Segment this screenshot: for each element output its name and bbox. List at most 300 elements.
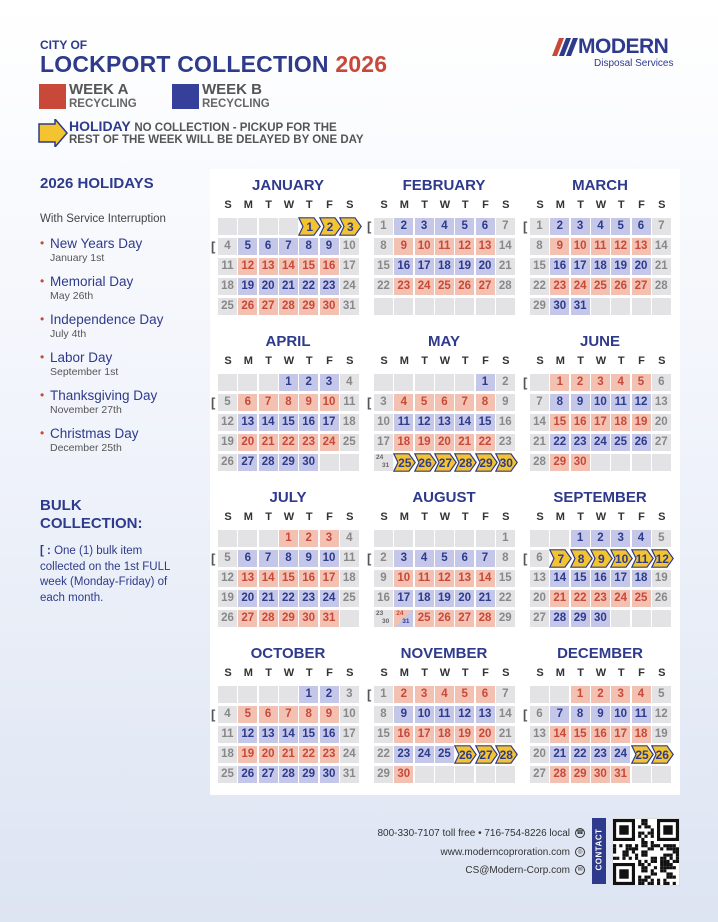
week-b-day-cell[interactable]: 27 [238,454,257,471]
week-a-day-cell[interactable]: 19 [632,414,651,431]
day-cell[interactable]: 27 [530,610,549,627]
day-cell[interactable]: 31 [340,298,359,315]
week-a-day-cell[interactable]: 2 [299,530,318,547]
week-b-day-cell[interactable]: 22 [571,746,590,763]
week-b-day-cell[interactable]: 2 [591,530,610,547]
week-a-day-cell[interactable]: 25 [415,610,434,627]
day-cell[interactable]: 15 [374,726,393,743]
week-b-day-cell[interactable]: 13 [238,414,257,431]
week-a-day-cell[interactable]: 19 [238,746,257,763]
day-cell[interactable]: 4 [218,238,237,255]
week-a-day-cell[interactable]: 26 [238,298,257,315]
week-b-day-cell[interactable]: 23 [394,746,413,763]
week-a-day-cell[interactable]: 20 [476,726,495,743]
week-b-day-cell[interactable]: 5 [611,218,630,235]
week-a-day-cell[interactable]: 13 [476,238,495,255]
week-a-day-cell[interactable]: 12 [238,258,257,275]
week-b-day-cell[interactable]: 30 [550,298,569,315]
week-a-day-cell[interactable]: 21 [455,434,474,451]
day-cell[interactable]: 3 [340,686,359,703]
week-a-day-cell[interactable]: 1 [279,530,298,547]
week-a-day-cell[interactable]: 6 [238,394,257,411]
week-a-day-cell[interactable]: 17 [415,726,434,743]
week-b-day-cell[interactable]: 4 [632,530,651,547]
day-cell[interactable]: 21 [496,258,515,275]
week-a-day-cell[interactable]: 2 [591,686,610,703]
week-a-day-cell[interactable]: 18 [435,726,454,743]
week-a-day-cell[interactable]: 30 [394,766,413,783]
week-b-day-cell[interactable]: 24 [320,590,339,607]
week-b-day-cell[interactable]: 13 [476,706,495,723]
week-b-day-cell[interactable]: 15 [476,414,495,431]
week-b-day-cell[interactable]: 12 [455,706,474,723]
week-a-day-cell[interactable]: 28 [279,298,298,315]
day-cell[interactable]: 14 [530,414,549,431]
day-cell[interactable]: 5 [652,686,671,703]
week-a-day-cell[interactable]: 9 [550,238,569,255]
week-b-day-cell[interactable]: 19 [238,278,257,295]
week-b-day-cell[interactable]: 14 [550,570,569,587]
day-cell[interactable]: 18 [340,570,359,587]
week-a-day-cell[interactable]: 28 [476,610,495,627]
week-a-day-cell[interactable]: 20 [238,434,257,451]
website-text[interactable]: www.moderncoproration.com [440,847,570,858]
week-b-day-cell[interactable]: 28 [550,610,569,627]
week-a-day-cell[interactable]: 18 [611,414,630,431]
week-a-day-cell[interactable]: 4 [611,374,630,391]
day-cell[interactable]: 6 [530,550,549,567]
week-b-day-cell[interactable]: 7 [259,550,278,567]
day-cell[interactable]: 19 [218,590,237,607]
week-a-day-cell[interactable]: 14 [550,726,569,743]
day-cell[interactable]: 21 [496,726,515,743]
week-b-day-cell[interactable]: 4 [591,218,610,235]
week-b-day-cell[interactable]: 3 [415,218,434,235]
day-cell[interactable]: 26 [652,590,671,607]
holiday-day-cell[interactable] [339,217,362,236]
week-b-day-cell[interactable]: 17 [320,414,339,431]
day-cell[interactable]: 3 [374,394,393,411]
week-b-day-cell[interactable]: 2 [550,218,569,235]
day-cell[interactable]: 10 [374,414,393,431]
contact-website[interactable] [441,847,586,858]
week-a-day-cell[interactable]: 30 [571,454,590,471]
week-b-day-cell[interactable]: 29 [299,766,318,783]
week-b-day-cell[interactable]: 13 [259,726,278,743]
week-a-day-cell[interactable]: 29 [279,610,298,627]
week-b-day-cell[interactable]: 18 [591,258,610,275]
day-cell[interactable]: 22 [530,278,549,295]
week-b-day-cell[interactable]: 28 [279,766,298,783]
week-a-day-cell[interactable]: 27 [238,610,257,627]
week-b-day-cell[interactable]: 8 [279,550,298,567]
day-cell[interactable]: 1 [374,218,393,235]
week-b-day-cell[interactable]: 18 [435,258,454,275]
week-b-day-cell[interactable]: 7 [279,238,298,255]
week-a-day-cell[interactable]: 23 [299,434,318,451]
week-b-day-cell[interactable]: 26 [238,766,257,783]
day-cell[interactable]: 16 [374,590,393,607]
week-b-day-cell[interactable]: 6 [455,550,474,567]
day-cell[interactable]: 13 [530,726,549,743]
day-cell[interactable]: 7 [496,686,515,703]
day-cell[interactable]: 1 [496,530,515,547]
week-b-day-cell[interactable]: 2 [299,374,318,391]
week-b-day-cell[interactable]: 9 [299,550,318,567]
week-b-day-cell[interactable]: 6 [238,550,257,567]
week-b-day-cell[interactable]: 13 [435,414,454,431]
day-cell[interactable]: 20 [530,746,549,763]
week-a-day-cell[interactable]: 26 [455,278,474,295]
week-a-day-cell[interactable]: 28 [259,610,278,627]
week-a-day-cell[interactable]: 8 [299,706,318,723]
week-a-day-cell[interactable]: 7 [259,394,278,411]
week-a-day-cell[interactable]: 30 [591,766,610,783]
week-b-day-cell[interactable]: 23 [591,746,610,763]
week-b-day-cell[interactable]: 5 [238,238,257,255]
week-a-day-cell[interactable]: 5 [632,374,651,391]
day-cell[interactable]: 10 [340,706,359,723]
week-a-day-cell[interactable]: 11 [591,238,610,255]
week-b-day-cell[interactable]: 23 [299,590,318,607]
day-cell[interactable]: 5 [218,550,237,567]
day-cell[interactable]: 10 [340,238,359,255]
day-cell[interactable]: 21 [530,434,549,451]
week-a-day-cell[interactable]: 6 [259,706,278,723]
week-a-day-cell[interactable]: 24 [611,590,630,607]
week-b-day-cell[interactable]: 30 [591,610,610,627]
day-cell[interactable]: 28 [496,278,515,295]
week-a-day-cell[interactable]: 19 [455,726,474,743]
day-cell[interactable]: 22 [496,590,515,607]
week-b-day-cell[interactable]: 27 [259,766,278,783]
week-b-day-cell[interactable]: 9 [394,706,413,723]
week-a-day-cell[interactable]: 24 [320,434,339,451]
week-b-day-cell[interactable]: 15 [571,570,590,587]
week-a-day-cell[interactable]: 13 [259,258,278,275]
day-cell[interactable]: 25 [340,590,359,607]
week-b-day-cell[interactable]: 25 [611,434,630,451]
week-b-day-cell[interactable]: 15 [299,726,318,743]
day-cell[interactable]: 31 [340,766,359,783]
week-a-day-cell[interactable]: 2 [571,374,590,391]
day-cell[interactable]: 8 [530,238,549,255]
day-cell[interactable]: 4 [340,530,359,547]
week-b-day-cell[interactable]: 21 [279,278,298,295]
day-cell[interactable]: 24 [340,746,359,763]
qr-code-icon[interactable] [612,818,680,886]
week-b-day-cell[interactable]: 18 [415,590,434,607]
week-a-day-cell[interactable]: 25 [435,278,454,295]
week-a-day-cell[interactable]: 22 [571,590,590,607]
week-a-day-cell[interactable]: 9 [299,394,318,411]
week-a-day-cell[interactable]: 31 [611,766,630,783]
week-a-day-cell[interactable]: 16 [571,414,590,431]
day-cell[interactable]: 25 [218,766,237,783]
week-b-day-cell[interactable]: 16 [299,414,318,431]
week-b-day-cell[interactable]: 11 [435,706,454,723]
week-a-day-cell[interactable]: 10 [394,570,413,587]
week-a-day-cell[interactable]: 3 [415,686,434,703]
week-a-day-cell[interactable]: 10 [571,238,590,255]
day-cell[interactable]: 15 [496,570,515,587]
week-a-day-cell[interactable]: 15 [571,726,590,743]
week-b-day-cell[interactable]: 10 [415,706,434,723]
week-b-day-cell[interactable]: 26 [632,434,651,451]
week-a-day-cell[interactable]: 23 [591,590,610,607]
week-b-day-cell[interactable]: 3 [320,374,339,391]
week-a-day-cell[interactable]: 13 [238,570,257,587]
week-a-day-cell[interactable]: 14 [279,258,298,275]
week-a-day-cell[interactable]: 15 [550,414,569,431]
week-b-day-cell[interactable]: 16 [550,258,569,275]
week-a-day-cell[interactable]: 13 [632,238,651,255]
day-cell[interactable]: 21 [652,258,671,275]
week-b-day-cell[interactable]: 14 [455,414,474,431]
day-cell[interactable]: 29 [530,298,549,315]
week-a-day-cell[interactable]: 15 [299,258,318,275]
week-b-day-cell[interactable]: 6 [632,218,651,235]
week-a-day-cell[interactable]: 5 [455,686,474,703]
week-a-day-cell[interactable]: 27 [455,610,474,627]
day-cell[interactable]: 8 [374,238,393,255]
day-cell[interactable]: 7 [496,218,515,235]
week-a-day-cell[interactable]: 10 [415,238,434,255]
day-cell[interactable]: 7 [652,218,671,235]
week-b-day-cell[interactable]: 8 [299,238,318,255]
day-cell[interactable]: 18 [218,278,237,295]
week-a-day-cell[interactable]: 27 [632,278,651,295]
day-cell[interactable]: 13 [652,394,671,411]
split-day-cell[interactable] [374,454,393,471]
week-a-day-cell[interactable]: 23 [550,278,569,295]
week-b-day-cell[interactable]: 17 [571,258,590,275]
week-a-day-cell[interactable]: 20 [259,746,278,763]
week-b-day-cell[interactable]: 30 [320,766,339,783]
week-b-day-cell[interactable]: 21 [259,590,278,607]
week-a-day-cell[interactable]: 4 [632,686,651,703]
week-b-day-cell[interactable]: 1 [476,374,495,391]
day-cell[interactable]: 29 [374,766,393,783]
week-a-day-cell[interactable]: 23 [394,278,413,295]
week-b-day-cell[interactable]: 22 [550,434,569,451]
week-a-day-cell[interactable]: 22 [299,746,318,763]
week-a-day-cell[interactable]: 27 [476,278,495,295]
week-a-day-cell[interactable]: 17 [320,570,339,587]
day-cell[interactable]: 14 [496,238,515,255]
day-cell[interactable]: 14 [652,238,671,255]
week-a-day-cell[interactable]: 12 [611,238,630,255]
week-a-day-cell[interactable]: 10 [320,394,339,411]
week-a-day-cell[interactable]: 16 [299,570,318,587]
week-b-day-cell[interactable]: 10 [320,550,339,567]
week-a-day-cell[interactable]: 4 [394,394,413,411]
week-a-day-cell[interactable]: 29 [571,766,590,783]
day-cell[interactable]: 11 [340,394,359,411]
week-b-day-cell[interactable]: 1 [299,686,318,703]
week-b-day-cell[interactable]: 24 [611,746,630,763]
week-b-day-cell[interactable]: 12 [238,726,257,743]
week-a-day-cell[interactable]: 3 [320,530,339,547]
week-b-day-cell[interactable]: 4 [435,218,454,235]
day-cell[interactable]: 18 [340,414,359,431]
week-b-day-cell[interactable]: 2 [320,686,339,703]
week-a-day-cell[interactable]: 9 [394,238,413,255]
week-a-day-cell[interactable]: 16 [591,726,610,743]
week-b-day-cell[interactable]: 14 [259,414,278,431]
week-a-day-cell[interactable]: 18 [632,726,651,743]
week-b-day-cell[interactable]: 17 [415,258,434,275]
week-a-day-cell[interactable]: 17 [591,414,610,431]
week-a-day-cell[interactable]: 29 [299,298,318,315]
week-b-day-cell[interactable]: 19 [455,258,474,275]
day-cell[interactable]: 26 [218,610,237,627]
week-a-day-cell[interactable]: 4 [435,686,454,703]
day-cell[interactable]: 25 [340,434,359,451]
week-b-day-cell[interactable]: 20 [259,278,278,295]
week-b-day-cell[interactable]: 22 [299,278,318,295]
day-cell[interactable]: 1 [530,218,549,235]
week-a-day-cell[interactable]: 26 [435,610,454,627]
day-cell[interactable]: 9 [374,570,393,587]
week-b-day-cell[interactable]: 5 [455,218,474,235]
week-b-day-cell[interactable]: 24 [415,746,434,763]
day-cell[interactable]: 17 [374,434,393,451]
day-cell[interactable]: 28 [652,278,671,295]
week-b-day-cell[interactable]: 12 [632,394,651,411]
day-cell[interactable]: 18 [218,746,237,763]
day-cell[interactable]: 2 [374,550,393,567]
week-b-day-cell[interactable]: 1 [279,374,298,391]
week-a-day-cell[interactable]: 21 [279,746,298,763]
week-a-day-cell[interactable]: 5 [238,706,257,723]
day-cell[interactable]: 4 [218,706,237,723]
day-cell[interactable]: 12 [652,706,671,723]
day-cell[interactable]: 25 [218,298,237,315]
split-day-cell[interactable] [374,610,393,627]
week-b-day-cell[interactable]: 31 [571,298,590,315]
week-b-day-cell[interactable]: 7 [476,550,495,567]
week-b-day-cell[interactable]: 19 [435,590,454,607]
week-a-day-cell[interactable]: 29 [550,454,569,471]
week-b-day-cell[interactable]: 8 [571,706,590,723]
holiday-day-cell[interactable] [651,549,674,568]
day-cell[interactable]: 26 [218,454,237,471]
week-a-day-cell[interactable]: 17 [611,726,630,743]
week-a-day-cell[interactable]: 28 [550,766,569,783]
week-b-day-cell[interactable]: 12 [415,414,434,431]
week-b-day-cell[interactable]: 10 [611,706,630,723]
day-cell[interactable]: 17 [340,726,359,743]
day-cell[interactable]: 22 [374,746,393,763]
week-a-day-cell[interactable]: 12 [435,570,454,587]
day-cell[interactable]: 6 [530,706,549,723]
week-b-day-cell[interactable]: 17 [611,570,630,587]
week-a-day-cell[interactable]: 16 [320,258,339,275]
week-b-day-cell[interactable]: 28 [259,454,278,471]
week-b-day-cell[interactable]: 3 [611,530,630,547]
week-b-day-cell[interactable]: 1 [571,530,590,547]
week-b-day-cell[interactable]: 10 [591,394,610,411]
week-b-day-cell[interactable]: 11 [611,394,630,411]
day-cell[interactable]: 20 [530,590,549,607]
week-b-day-cell[interactable]: 16 [591,570,610,587]
week-b-day-cell[interactable]: 16 [320,726,339,743]
week-b-day-cell[interactable]: 20 [632,258,651,275]
day-cell[interactable]: 27 [652,434,671,451]
holiday-day-cell[interactable] [495,453,518,472]
day-cell[interactable]: 19 [652,726,671,743]
week-a-day-cell[interactable]: 18 [394,434,413,451]
week-b-day-cell[interactable]: 6 [476,218,495,235]
day-cell[interactable]: 22 [374,278,393,295]
day-cell[interactable]: 6 [652,374,671,391]
week-b-day-cell[interactable]: 20 [455,590,474,607]
day-cell[interactable]: 19 [652,570,671,587]
week-a-day-cell[interactable]: 16 [394,726,413,743]
day-cell[interactable]: 23 [496,434,515,451]
week-a-day-cell[interactable]: 14 [476,570,495,587]
email-text[interactable]: CS@Modern-Corp.com [465,865,570,876]
week-a-day-cell[interactable]: 8 [279,394,298,411]
week-a-day-cell[interactable]: 23 [320,746,339,763]
day-cell[interactable]: 2 [496,374,515,391]
day-cell[interactable]: 13 [530,570,549,587]
day-cell[interactable]: 17 [340,258,359,275]
week-a-day-cell[interactable]: 1 [571,686,590,703]
week-b-day-cell[interactable]: 8 [550,394,569,411]
week-b-day-cell[interactable]: 9 [591,706,610,723]
week-b-day-cell[interactable]: 20 [238,590,257,607]
week-b-day-cell[interactable]: 9 [320,238,339,255]
day-cell[interactable]: 5 [218,394,237,411]
week-a-day-cell[interactable]: 11 [435,238,454,255]
day-cell[interactable]: 9 [496,394,515,411]
week-b-day-cell[interactable]: 23 [320,278,339,295]
week-a-day-cell[interactable]: 21 [259,434,278,451]
week-b-day-cell[interactable]: 2 [394,218,413,235]
day-cell[interactable]: 19 [218,434,237,451]
contact-email[interactable] [465,865,585,876]
day-cell[interactable]: 11 [218,726,237,743]
day-cell[interactable]: 5 [652,530,671,547]
holiday-day-cell[interactable] [651,745,674,764]
week-b-day-cell[interactable]: 17 [394,590,413,607]
day-cell[interactable]: 12 [218,570,237,587]
day-cell[interactable]: 7 [530,394,549,411]
day-cell[interactable]: 8 [496,550,515,567]
week-a-day-cell[interactable]: 26 [611,278,630,295]
week-a-day-cell[interactable]: 2 [394,686,413,703]
day-cell[interactable]: 11 [218,258,237,275]
day-cell[interactable]: 11 [340,550,359,567]
week-a-day-cell[interactable]: 3 [611,686,630,703]
day-cell[interactable]: 27 [530,766,549,783]
week-a-day-cell[interactable]: 13 [455,570,474,587]
week-a-day-cell[interactable]: 3 [591,374,610,391]
week-b-day-cell[interactable]: 30 [299,454,318,471]
week-a-day-cell[interactable]: 21 [550,590,569,607]
week-a-day-cell[interactable]: 7 [279,706,298,723]
day-cell[interactable]: 8 [374,706,393,723]
week-b-day-cell[interactable]: 25 [435,746,454,763]
day-cell[interactable]: 14 [496,706,515,723]
week-b-day-cell[interactable]: 24 [591,434,610,451]
week-a-day-cell[interactable]: 31 [320,610,339,627]
week-a-day-cell[interactable]: 30 [320,298,339,315]
week-a-day-cell[interactable]: 9 [320,706,339,723]
week-a-day-cell[interactable]: 6 [476,686,495,703]
